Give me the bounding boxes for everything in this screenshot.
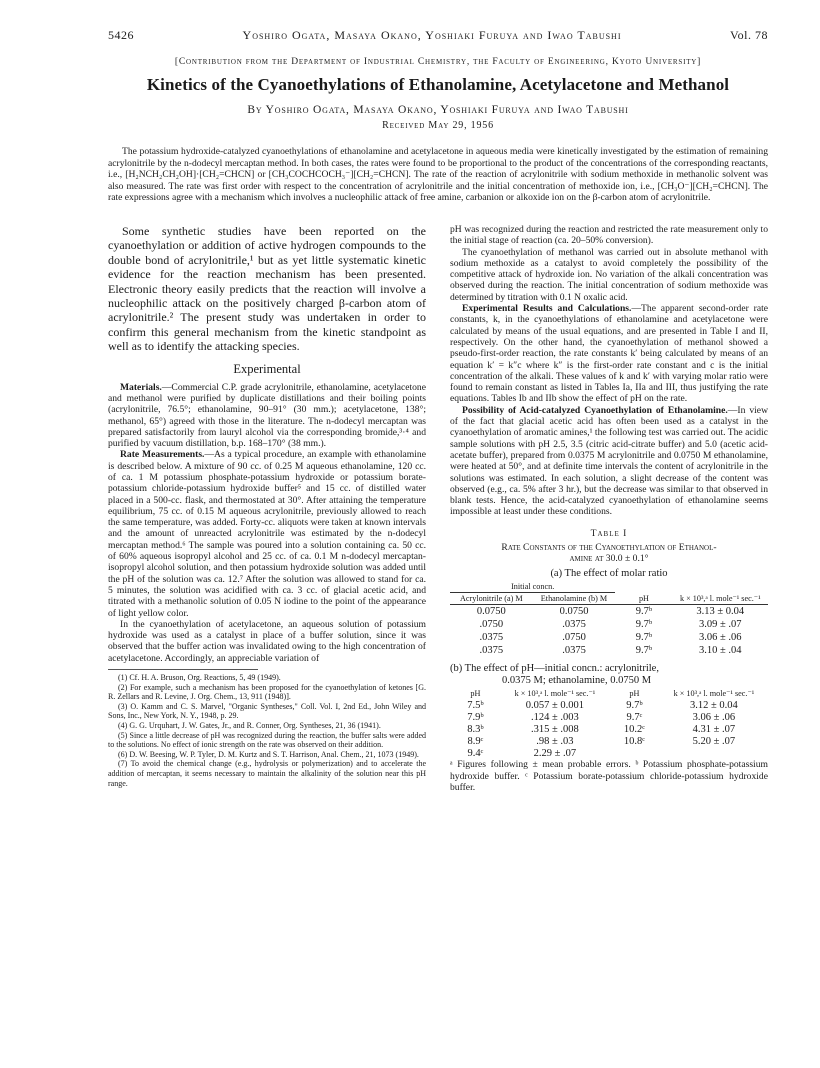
table-cell: .0375: [479, 631, 504, 643]
table-cell: .0750: [562, 631, 586, 643]
article-title: Kinetics of the Cyanoethylations of Ethanolamine, Acetylacetone and Methanol: [146, 75, 730, 94]
table-cell: .0375: [562, 618, 586, 630]
table-row: [450, 747, 768, 759]
table-row: [450, 644, 768, 657]
intro-paragraph: Some synthetic studies have been reported on the cyanoethylation or addition of active hydrogen compounds to the double bond of acrylonitrile,¹ but as yet little systematic kinetic evidence for the reaction mechanism has been presented. Electronic theory easily predicts that the reaction will involve a nucleophilic attack on the positively charged β-carbon atom of acrylonitrile.² The present study was undertaken in order to confirm this general mechanism from the kinetic standpoint as well as to identify the attacking species.: [108, 223, 426, 354]
table-cell: 9.7ᶜ: [626, 711, 643, 723]
footnote: (1) Cf. H. A. Bruson, Org. Reactions, 5, 49 (1949).: [118, 673, 281, 683]
table-b-header: k × 10³,ᵃ l. mole⁻¹ sec.⁻¹: [673, 688, 755, 698]
ph-continuation-paragraph: pH was recognized during the reaction and restricted the rate measurement only to the initial stage of reaction (ca. 20–50% conversion).: [450, 223, 768, 247]
table-b-subtitle-line: 0.0375 M; ethanolamine, 0.0750 M: [502, 675, 652, 687]
running-head-authors: Yoshiro Ogata, Masaya Okano, Yoshiaki Furuya and Iwao Tabushi: [242, 28, 622, 42]
table-cell: 3.06 ± .06: [692, 711, 736, 723]
table-cell: 3.13 ± 0.04: [696, 605, 745, 617]
table-cell: [660, 747, 768, 759]
table-cell: 7.5ᵇ: [467, 699, 484, 711]
table-notes: ᵃ Figures following ± mean probable errors. ᵇ Potassium phosphate-potassium hydroxide buffer. ᶜ Potassium borate-potassium chloride-potassium hydroxide buffer.: [450, 759, 768, 794]
table-cell: 8.9ᶜ: [467, 735, 484, 747]
table-cell: 2.29 ± .07: [533, 747, 577, 759]
table-a-header: pH: [615, 592, 672, 604]
rate-measurements-paragraph: [108, 449, 426, 618]
table-cell: 0.0750: [476, 605, 506, 617]
table-row: [450, 604, 768, 618]
section-heading-experimental: Experimental: [233, 361, 301, 376]
left-column: [108, 224, 426, 794]
table-cell: 5.20 ± .07: [692, 735, 736, 747]
table-cell: 10.2ᶜ: [623, 723, 645, 735]
table-b-subtitle-line: (b) The effect of pH—initial concn.: acrylonitrile,: [450, 662, 659, 674]
table-row: [450, 711, 768, 723]
running-head: [108, 28, 768, 43]
acetylacetone-paragraph: In the cyanoethylation of acetylacetone, an aqueous solution of potassium hydroxide was used as a catalyst in place of a buffer solution, since it was observed that the buffer action was invalidated owing to the high concentration of acetylacetone. Accordingly, an appreciable variation of: [108, 618, 426, 664]
rate-measurements-heading: Rate Measurements.: [120, 449, 205, 461]
table-cell: 7.9ᵇ: [467, 711, 484, 723]
table-title-line: Rate Constants of the Cyanoethylation of Ethanol-: [501, 541, 717, 553]
table-label: Table I: [590, 527, 628, 539]
table-title: [450, 542, 768, 565]
table-a-span-header: Initial concn.: [450, 581, 615, 593]
table-a-header: k × 10³,ᵃ l. mole⁻¹ sec.⁻¹: [673, 592, 768, 604]
results-paragraph: [450, 303, 768, 405]
footnotes: [108, 673, 426, 788]
results-text: —The apparent second-order rate constants, k, in the cyanoethylations of ethanolamine and acetylacetone were calculated by means of the usual equations, and are presented in Table I and II, respectively. On the other hand, the cyanoethylation of methanol showed a pseudo-first-order reaction, the rate constants k′ being calculated by means of an equation k′ = k″c where k″ is the first-order rate constant and c is the initial concentration of the alkali. These values of k and k′ with varying molar ratio were found to remain constant as listed in Tables Ia, IIa and III, thus justifying the rate equations. Tables Ib and IIb show the effect of pH on the rate.: [450, 303, 769, 405]
materials-text: —Commercial C.P. grade acrylonitrile, ethanolamine, acetylacetone and methanol were purified by duplicate distillations and their boiling points (acrylonitrile, 76.5°; ethanolamine, 90–91° (30 mm.); acetylacetone, 138°; methanol, 65°) agreed with those in the literature. The n-dodecyl mercaptan was prepared satisfactorily from lauryl alcohol via the corresponding bromide,³·⁴ and purified by vacuum distillation, b.p. 168–170° (38 mm.).: [108, 381, 426, 450]
table-cell: 4.31 ± .07: [692, 723, 736, 735]
table-row: [450, 723, 768, 735]
footnote: (7) To avoid the chemical change (e.g., hydrolysis or polymerization) and to accelerate the addition of mercaptan, it seems necessary to maintain the alkalinity of the solution near this pH range.: [108, 759, 426, 788]
table-row: [450, 699, 768, 711]
footnote: (3) O. Kamm and C. S. Marvel, "Organic Syntheses," Coll. Vol. I, 2nd Ed., John Wiley and Sons, Inc., New York, N. Y., 1948, p. 29.: [108, 701, 426, 721]
methanol-paragraph: The cyanoethylation of methanol was carried out in absolute methanol with sodium methoxide as a catalyst to avoid completely the possibility of the competitive attack of hydroxide ion. No variation of the alkali concentration was observed during the reaction. The initial concentration of sodium methoxide was determined by titration with 0.1 N oxalic acid.: [450, 246, 768, 303]
table-b-header: pH: [629, 688, 640, 698]
table-cell: 9.7ᵇ: [635, 644, 653, 656]
volume-label: Vol. 78: [730, 28, 768, 42]
received-date: Received May 29, 1956: [382, 120, 494, 131]
table-cell: .98 ± .03: [536, 735, 574, 747]
table-cell: .0375: [479, 644, 504, 656]
affiliation: [Contribution from the Department of Industrial Chemistry, the Faculty of Engineering, Kyoto University]: [174, 57, 702, 67]
table-cell: 9.4ᶜ: [467, 747, 484, 759]
materials-paragraph: [108, 382, 426, 450]
table-cell: [609, 747, 660, 759]
page-number: 5426: [108, 28, 134, 42]
table-cell: 0.057 ± 0.001: [525, 699, 585, 711]
table-cell: 9.7ᵇ: [635, 605, 653, 617]
table-cell: 0.0750: [559, 605, 589, 617]
rate-measurements-text: —As a typical procedure, an example with ethanolamine is described below. A mixture of 90 cc. of 0.25 M aqueous ethanolamine, 120 cc. of ca. 1 M potassium phosphate-potassium hydroxide or potassium borate-potassium chloride-potassium hydroxide buffer⁵ and 15 cc. of distilled water placed in a 500-cc. flask, and thermostated at 30°. After attaining the temperature equilibrium, 75 cc. of 0.15 M aqueous acrylonitrile, previously allowed to reach the same temperature, was added. Forty-cc. aliquots were taken at known intervals and the amount of unreacted acrylonitrile was estimated by the n-dodecyl mercaptan method.⁶ The sample was poured into a solution containing ca. 50 cc. of 60% aqueous isopropyl alcohol and 25 cc. of ca. 0.1 M n-dodecyl mercaptan-isopropyl alcohol solution, and then potassium hydroxide solution was added until the pH of the solution was ca. 12.⁷ After the solution was allowed to stand for ca. 5 minutes, the solution was acidified with ca. 3 cc. of glacial acetic acid, and titrated with a methanolic solution of 0.05 N iodine to the point of the appearance of light yellow color.: [108, 449, 426, 619]
table-b: [450, 689, 768, 760]
table-title-line: amine at 30.0 ± 0.1°: [569, 553, 649, 565]
table-cell: 10.8ᶜ: [623, 735, 645, 747]
table-cell: 3.06 ± .06: [699, 631, 742, 643]
table-a-header: Acrylonitrile (a) M: [450, 592, 533, 604]
table-cell: .0750: [479, 618, 504, 630]
acid-catalysis-heading: Possibility of Acid-catalyzed Cyanoethylation of Ethanolamine.: [462, 404, 728, 416]
table-row: [450, 618, 768, 631]
table-a-header: Ethanolamine (b) M: [533, 592, 616, 604]
table-a: [450, 581, 768, 657]
byline: By Yoshiro Ogata, Masaya Okano, Yoshiaki Furuya and Iwao Tabushi: [247, 104, 629, 116]
table-cell: 3.10 ± .04: [699, 644, 742, 656]
table-cell: 3.09 ± .07: [699, 618, 742, 630]
results-heading: Experimental Results and Calculations.: [462, 303, 632, 315]
footnote: (5) Since a little decrease of pH was recognized during the reaction, the buffer salts were added to the solutions. No effect of ionic strength on the rate was observed on their addition.: [108, 730, 426, 750]
table-cell: 9.7ᵇ: [626, 699, 643, 711]
footnote: (2) For example, such a mechanism has been proposed for the cyanoethylation of ketones [G. R. Zellars and R. Levine, J. Org. Chem., 13, 911 (1948)].: [108, 682, 426, 702]
table-b-subtitle: [450, 663, 768, 688]
table-cell: .315 ± .008: [531, 723, 579, 735]
footnote: (6) D. W. Beesing, W. P. Tyler, D. M. Kurtz and S. T. Harrison, Anal. Chem., 21, 1073 (1949).: [118, 749, 419, 759]
table-row: [450, 631, 768, 644]
table-b-header: pH: [470, 688, 481, 698]
table-cell: 9.7ᵇ: [635, 618, 653, 630]
body-columns: [108, 224, 768, 794]
table-cell: 9.7ᵇ: [635, 631, 653, 643]
acid-catalysis-paragraph: [450, 405, 768, 518]
footnote: (4) G. G. Urquhart, J. W. Gates, Jr., and R. Conner, Org. Syntheses, 21, 36 (1941).: [118, 721, 381, 731]
table-cell: 8.3ᵇ: [467, 723, 484, 735]
materials-heading: Materials.: [120, 381, 162, 393]
abstract: The potassium hydroxide-catalyzed cyanoethylations of ethanolamine and acetylacetone in aqueous media were kinetically investigated by the estimation of remaining acrylonitrile by the n-dodecyl mercaptan method. In both cases, the rates were found to be proportional to the product of the concentrations of the corresponding reactants, i.e., [H₂NCH₂CH₂OH]·[CH₂=CHCN] or [CH₃COCHCOCH₃⁻][CH₂=CHCN]. The rate of the reaction of acrylonitrile with sodium methoxide in methanolic solvent was also measured. The rate was first order with respect to the concentration of acrylonitrile and the initial concentration of methoxide ion, i.e., [CH₃O⁻][CH₂=CHCN]. The rate expressions agree with a mechanism which involves a nucleophilic attack of free amine, carbanion or alkoxide ion on the β-carbon atom of acrylonitrile.: [108, 146, 768, 204]
table-cell: .0375: [562, 644, 586, 656]
acid-catalysis-text: —In view of the fact that glacial acetic acid has often been used as a catalyst in the cyanoethylation of aromatic amines,¹ the following test was carried out. The acidic sample solutions with pH 2.5, 3.5 (citric acid-citrate buffer) and 5.0 (acetic acid-acetate buffer), prepared from 0.0375 M acrylonitrile and 0.0750 M ethanolamine, were heated at 50°, and at definite time intervals the content of acrylonitrile in the solutions was estimated. In each solution, a slight decrease of the content was observed (e.g., ca. 5% after 3 hr.), but the decrease was similar to that observed in blank tests. Hence, the acid-catalyzed cyanoethylation of ethanolamine seems impossible at least under these conditions.: [450, 404, 768, 518]
table-cell: .124 ± .003: [531, 711, 579, 723]
table-a-subtitle: (a) The effect of molar ratio: [550, 567, 668, 579]
table-row: [450, 735, 768, 747]
table-cell: 3.12 ± 0.04: [690, 699, 738, 711]
right-column: [450, 224, 768, 794]
table-b-header: k × 10³,ᵃ l. mole⁻¹ sec.⁻¹: [514, 688, 596, 698]
